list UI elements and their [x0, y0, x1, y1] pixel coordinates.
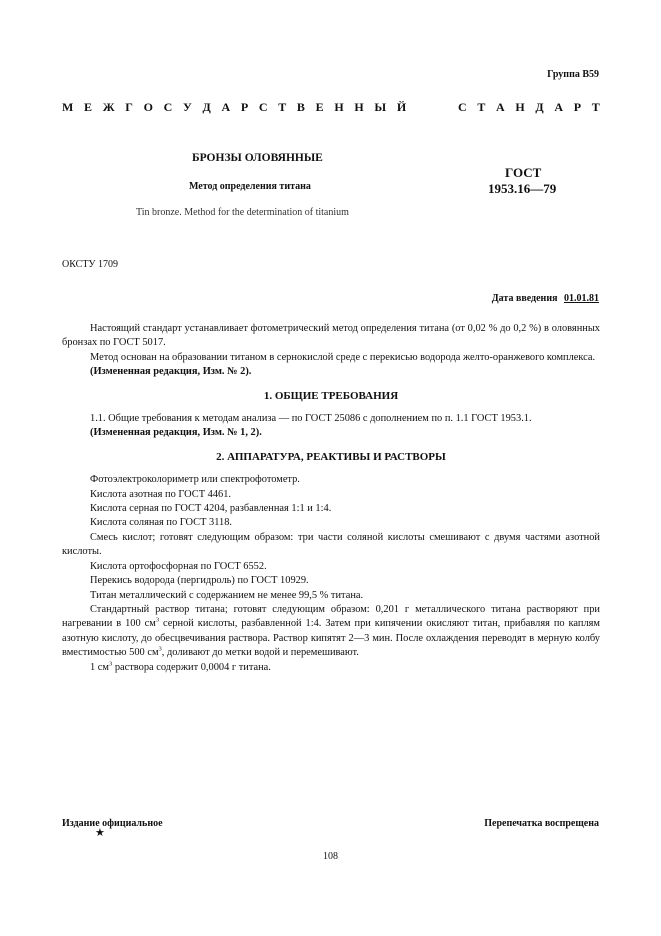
star-icon: ★ [95, 827, 105, 839]
heading-letter: Е [315, 100, 324, 114]
paragraph-general-requirements: 1.1. Общие требования к методам анализа — по ГОСТ 25086 с дополнением по п. 1.1 ГОСТ 1953.1. [90, 413, 532, 425]
heading-letter: У [183, 100, 192, 114]
group-code: Группа В59 [547, 69, 599, 80]
list-item: Перекись водорода (пергидроль) по ГОСТ 10929. [90, 575, 309, 587]
heading-letter: Н [515, 100, 525, 114]
list-item: Смесь кислот; готовят следующим образом: три части соляной кислоты смешивают с двумя частями азотной кислоты. [62, 531, 600, 558]
superscript: 3 [158, 645, 162, 653]
heading-letter: А [221, 100, 231, 114]
superscript: 3 [108, 660, 113, 668]
introduction-date-value: 01.01.81 [564, 293, 599, 304]
list-item: Фотоэлектроколориметр или спектрофотометр. [90, 474, 300, 486]
paragraph-method: Метод основан на образовании титаном в сернокислой среде с перекисью водорода желто-оранжевого комплекса. [90, 351, 596, 363]
interstate-standard-heading [62, 100, 600, 115]
list-item-standard-solution [62, 603, 600, 661]
heading-letter: С [258, 100, 268, 114]
heading-letter: Н [354, 100, 364, 114]
heading-letter: О [143, 100, 153, 114]
list-item: Кислота азотная по ГОСТ 4461. [90, 488, 232, 500]
document-body [62, 322, 600, 675]
heading-letter: Г [125, 100, 133, 114]
official-edition-label: Издание официальное [62, 818, 163, 829]
paragraph-scope: Настоящий стандарт устанавливает фотометрический метод определения титана (от 0,02 % до 0,2 %) в оловянных бронзах по ГОСТ 5017. [62, 323, 600, 349]
heading-letter: Т [591, 100, 600, 114]
page-number: 108 [323, 851, 338, 862]
document-subtitle: Метод определения титана [189, 181, 311, 192]
heading-letter: М [62, 100, 74, 114]
heading-letter: Й [396, 100, 407, 114]
heading-letter: Р [573, 100, 582, 114]
heading-letter: Ы [374, 100, 387, 114]
heading-letter: С [163, 100, 173, 114]
okstu-code: ОКСТУ 1709 [62, 259, 119, 270]
reprint-prohibited-label: Перепечатка воспрещена [484, 818, 599, 829]
superscript: 3 [155, 616, 160, 624]
list-item-concentration [62, 661, 600, 675]
section-heading-apparatus: 2. АППАРАТУРА, РЕАКТИВЫ И РАСТВОРЫ [216, 450, 446, 463]
heading-letter: С [457, 100, 467, 114]
document-title: БРОНЗЫ ОЛОВЯННЫЕ [192, 152, 323, 164]
introduction-date [492, 293, 599, 304]
list-item: Титан металлический с содержанием не менее 99,5 % титана. [90, 589, 364, 601]
heading-letter: А [554, 100, 564, 114]
amendment-note-1: (Измененная редакция, Изм. № 2). [90, 366, 252, 378]
heading-letter: Р [240, 100, 249, 114]
amendment-note-2: (Измененная редакция, Изм. № 1, 2). [90, 427, 262, 439]
section-heading-general: 1. ОБЩИЕ ТРЕБОВАНИЯ [263, 389, 399, 402]
list-item: Кислота ортофосфорная по ГОСТ 6552. [90, 560, 267, 572]
list-item: Кислота серная по ГОСТ 4204, разбавленная 1:1 и 1:4. [90, 503, 332, 515]
heading-letter: Т [278, 100, 287, 114]
text-fragment: Стандартный раствор титана; готовят следующим образом: 0,201 г металлического титана растворяют при нагревании в 100 см [62, 603, 600, 630]
heading-letter: Д [535, 100, 544, 114]
heading-letter: Е [84, 100, 93, 114]
text-fragment: серной кислоты, разбавленной 1:4. Затем при кипячении окисляют титан, прибавляя по каплям азотную кислоту, до обесцвечивания раствора. Раствор кипятят 2—3 мин. После охлаждения переводят в мерную колбу вместимостью 500 см [62, 618, 601, 659]
heading-letter: Н [334, 100, 344, 114]
introduction-date-label: Дата введения [491, 293, 558, 304]
gost-label: ГОСТ [505, 165, 542, 180]
gost-number: 1953.16—79 [488, 181, 557, 196]
heading-letter [444, 100, 447, 115]
text-fragment: раствора содержит 0,0004 г титана. [112, 661, 271, 673]
heading-letter: Д [202, 100, 211, 114]
heading-letter [417, 100, 420, 115]
list-item: Кислота соляная по ГОСТ 3118. [90, 517, 233, 529]
heading-letter [431, 100, 434, 115]
heading-letter: А [496, 100, 505, 114]
text-fragment: , доливают до метки водой и перемешивают. [161, 647, 359, 659]
english-title: Tin bronze. Method for the determination of titanium [136, 207, 349, 218]
heading-letter: Ж [102, 100, 115, 114]
heading-letter: Т [477, 100, 486, 114]
text-fragment: 1 см [90, 661, 109, 673]
heading-letter: В [296, 100, 305, 114]
